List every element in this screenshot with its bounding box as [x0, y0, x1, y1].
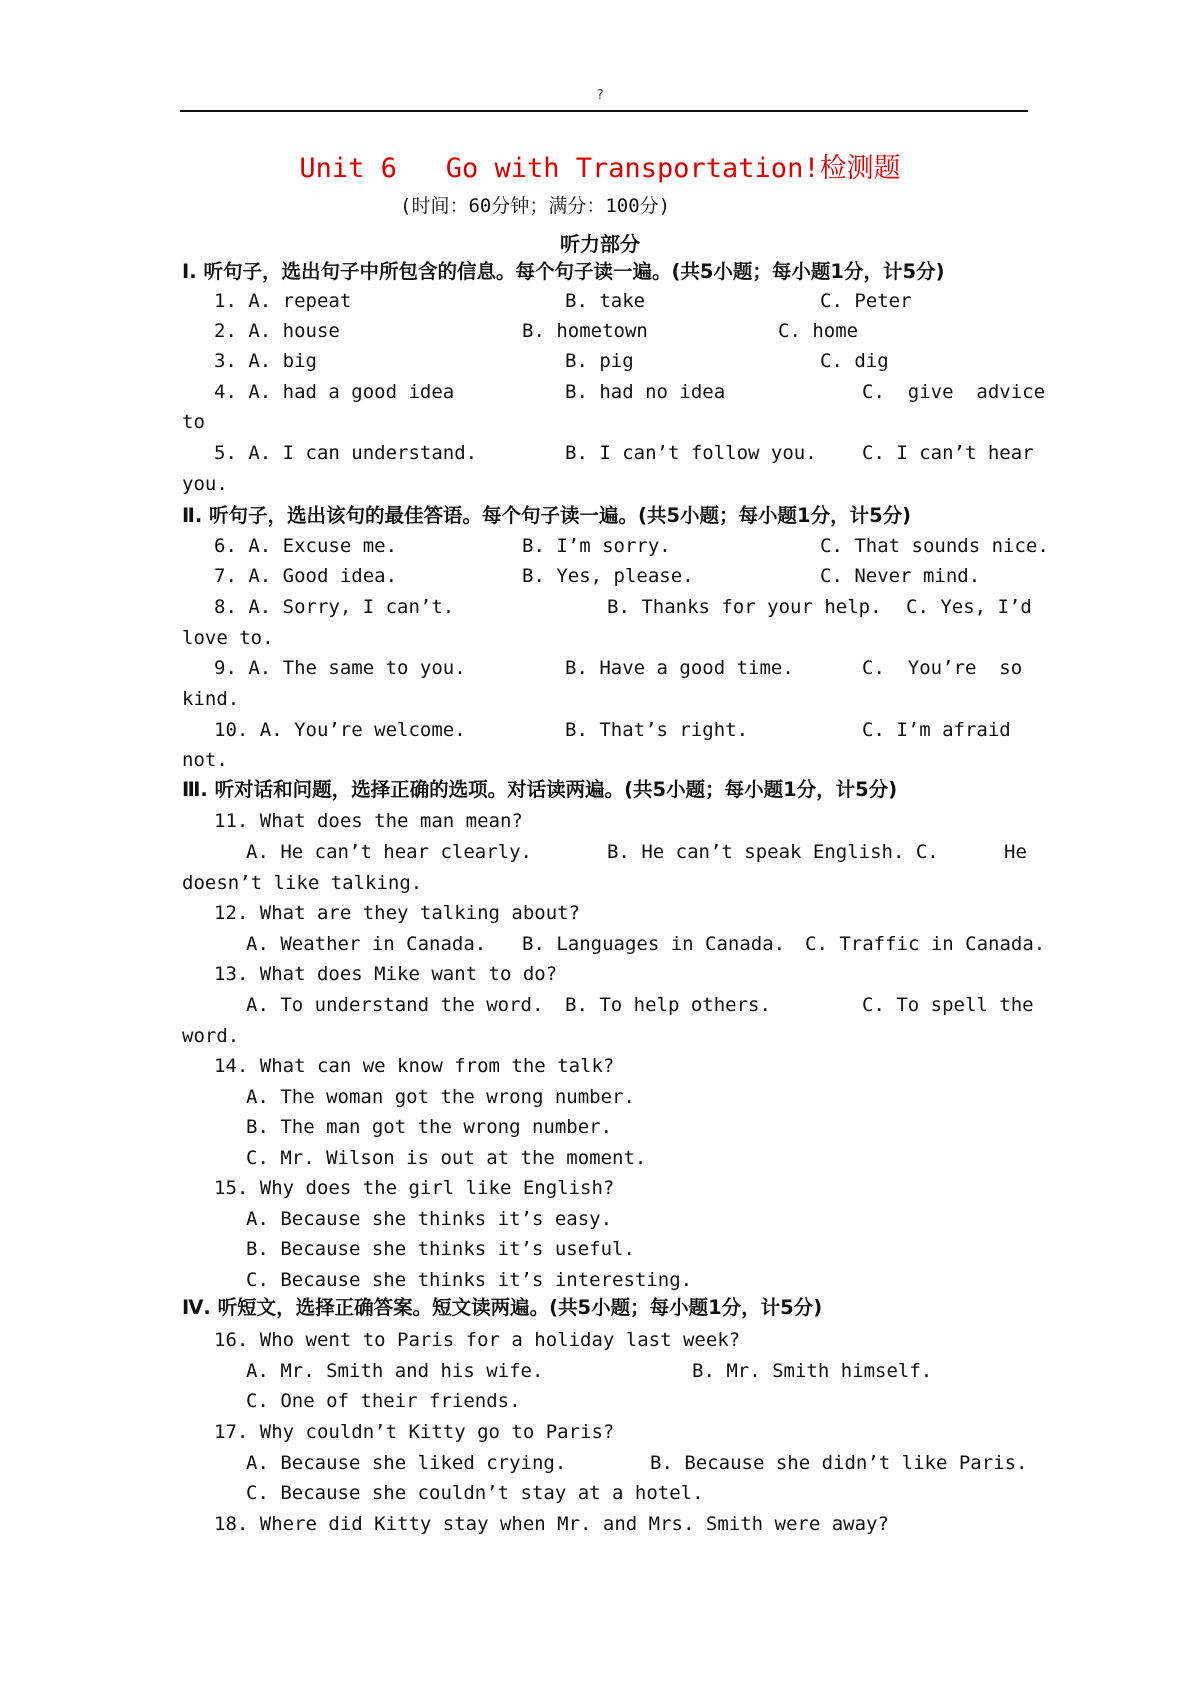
q12-option-c: C. Traffic in Canada.: [805, 933, 1046, 955]
q17-stem: 17. Why couldn’t Kitty go to Paris?: [214, 1421, 615, 1443]
q6-option-b: B. I’m sorry.: [522, 535, 671, 557]
q10-option-a: 10. A. You’re welcome.: [214, 719, 466, 741]
q11-option-b: B. He can’t speak English. C.: [607, 841, 939, 863]
q13-option-c: C. To spell the: [862, 994, 1034, 1016]
q16-option-b: B. Mr. Smith himself.: [692, 1360, 933, 1382]
q14-stem: 14. What can we know from the talk?: [214, 1055, 615, 1077]
q11-option-a: A. He can’t hear clearly.: [246, 841, 532, 863]
q16-stem: 16. Who went to Paris for a holiday last week?: [214, 1329, 741, 1351]
q12-option-a: A. Weather in Canada.: [246, 933, 487, 955]
page-subtitle: (时间：60分钟；满分：100分): [400, 195, 671, 217]
part-heading: 听力部分: [560, 232, 640, 256]
q4-option-a: 4. A. had a good idea: [214, 381, 455, 403]
q10-option-c: C. I’m afraid: [862, 719, 1011, 741]
q7-option-a: 7. A. Good idea.: [214, 565, 398, 587]
q15-option-a: A. Because she thinks it’s easy.: [246, 1208, 613, 1230]
q7-option-b: B. Yes, please.: [522, 565, 694, 587]
q1-option-a: 1. A. repeat: [214, 290, 352, 312]
q10-option-b: B. That’s right.: [565, 719, 749, 741]
q1-option-c: C. Peter: [820, 290, 912, 312]
q13-option-a: A. To understand the word.: [246, 994, 544, 1016]
q16-option-a: A. Mr. Smith and his wife.: [246, 1360, 544, 1382]
q8-option-b: B. Thanks for your help.: [607, 596, 882, 618]
q16-option-c: C. One of their friends.: [246, 1390, 521, 1412]
q18-stem: 18. Where did Kitty stay when Mr. and Mrs. Smith were away?: [214, 1513, 889, 1535]
q8-option-c: C. Yes, I’d: [906, 596, 1032, 618]
q9-option-c: C. You’re so: [862, 657, 1023, 679]
q17-option-a: A. Because she liked crying.: [246, 1452, 567, 1474]
section-heading-1: Ⅰ. 听句子，选出句子中所包含的信息。每个句子读一遍。(共5小题；每小题1分，计5分): [182, 260, 945, 283]
page-title: Unit 6 Go with Transportation!检测题: [299, 153, 901, 184]
header-rule: [180, 110, 1028, 112]
q3-option-a: 3. A. big: [214, 350, 317, 372]
q6-option-c: C. That sounds nice.: [820, 535, 1049, 557]
q3-option-c: C. dig: [820, 350, 889, 372]
q9-option-a: 9. A. The same to you.: [214, 657, 466, 679]
q11-stem: 11. What does the man mean?: [214, 810, 523, 832]
q2-option-b: B. hometown: [522, 320, 648, 342]
q13-continuation: word.: [182, 1025, 240, 1047]
q11-continuation: doesn’t like talking.: [182, 872, 423, 894]
q5-option-c: C. I can’t hear: [862, 442, 1034, 464]
q9-continuation: kind.: [182, 688, 240, 710]
q15-option-c: C. Because she thinks it’s interesting.: [246, 1269, 693, 1291]
section-heading-3: Ⅲ. 听对话和问题，选择正确的选项。对话读两遍。(共5小题；每小题1分，计5分): [182, 778, 898, 801]
q8-option-a: 8. A. Sorry, I can’t.: [214, 596, 455, 618]
q14-option-a: A. The woman got the wrong number.: [246, 1086, 635, 1108]
section-heading-4: Ⅳ. 听短文，选择正确答案。短文读两遍。(共5小题；每小题1分，计5分): [182, 1296, 823, 1319]
q15-option-b: B. Because she thinks it’s useful.: [246, 1238, 635, 1260]
q17-option-b: B. Because she didn’t like Paris.: [650, 1452, 1028, 1474]
q12-option-b: B. Languages in Canada.: [522, 933, 786, 955]
q7-option-c: C. Never mind.: [820, 565, 981, 587]
q8-continuation: love to.: [182, 627, 274, 649]
q12-stem: 12. What are they talking about?: [214, 902, 581, 924]
q14-option-b: B. The man got the wrong number.: [246, 1116, 613, 1138]
q1-option-b: B. take: [565, 290, 646, 312]
q2-option-a: 2. A. house: [214, 320, 340, 342]
q10-continuation: not.: [182, 749, 228, 771]
q5-continuation: you.: [182, 473, 228, 495]
q17-option-c: C. Because she couldn’t stay at a hotel.: [246, 1482, 704, 1504]
q9-option-b: B. Have a good time.: [565, 657, 794, 679]
q5-option-a: 5. A. I can understand.: [214, 442, 478, 464]
q4-continuation: to: [182, 411, 205, 433]
q14-option-c: C. Mr. Wilson is out at the moment.: [246, 1147, 647, 1169]
q5-option-b: B. I can’t follow you.: [565, 442, 817, 464]
q11-option-c: He: [1004, 841, 1027, 863]
header-mark: ?: [596, 88, 604, 103]
q4-option-c: C. give advice: [862, 381, 1046, 403]
q15-stem: 15. Why does the girl like English?: [214, 1177, 615, 1199]
q3-option-b: B. pig: [565, 350, 634, 372]
q6-option-a: 6. A. Excuse me.: [214, 535, 398, 557]
q2-option-c: C. home: [778, 320, 859, 342]
section-heading-2: Ⅱ. 听句子，选出该句的最佳答语。每个句子读一遍。(共5小题；每小题1分，计5分): [182, 504, 912, 527]
q4-option-b: B. had no idea: [565, 381, 726, 403]
q13-stem: 13. What does Mike want to do?: [214, 963, 558, 985]
q13-option-b: B. To help others.: [565, 994, 771, 1016]
